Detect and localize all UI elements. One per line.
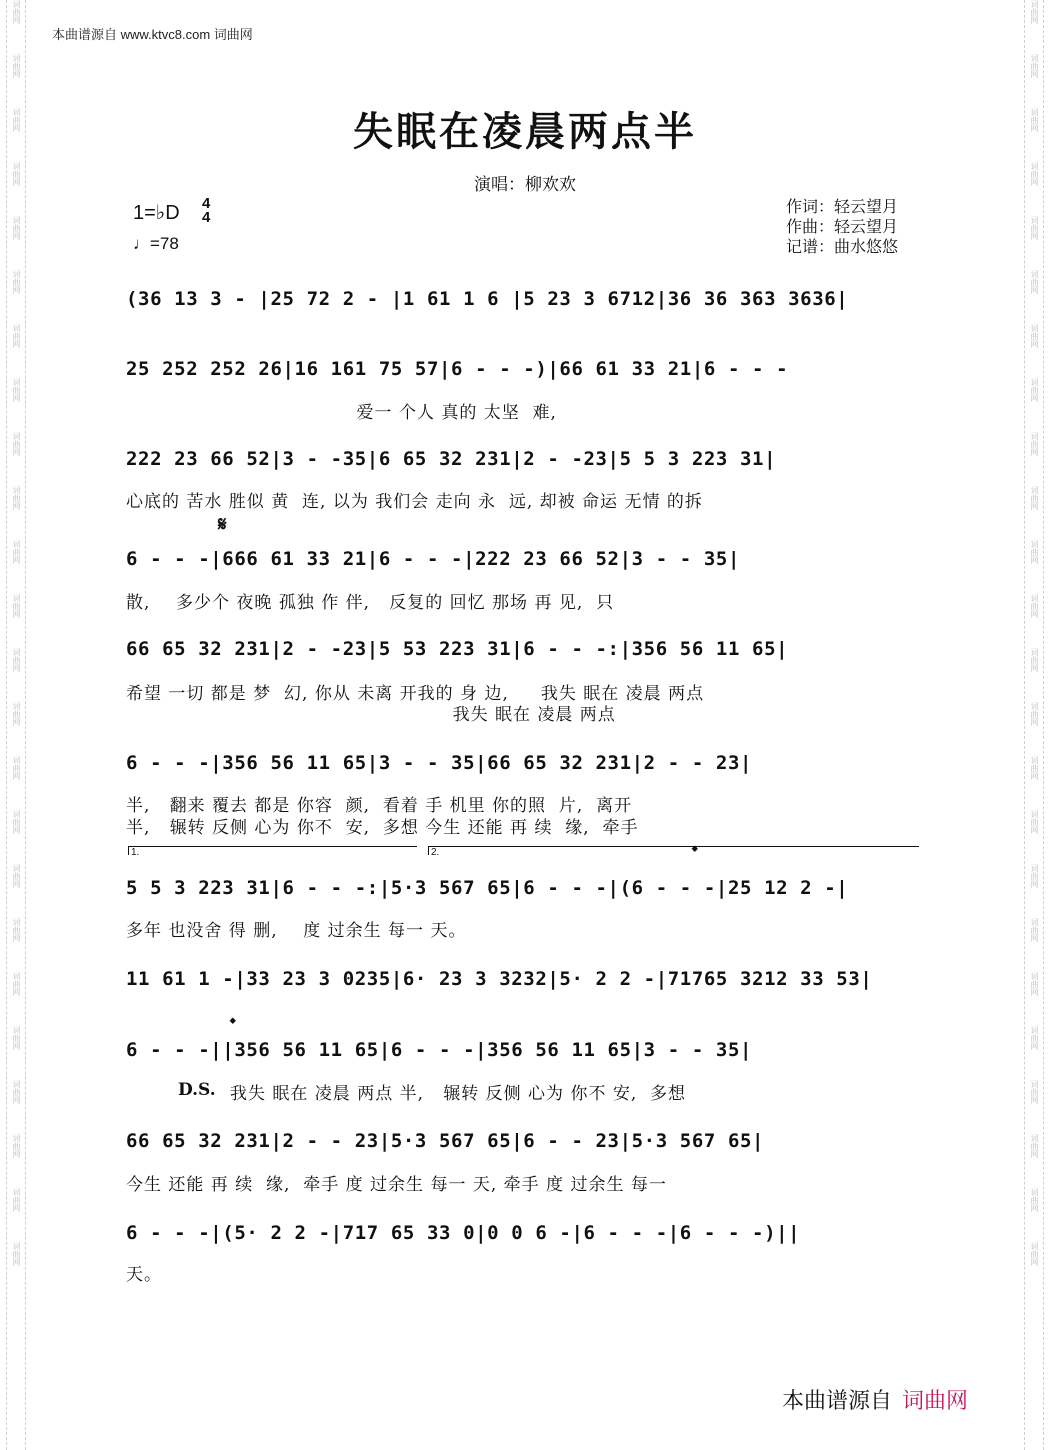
footer-credit <box>782 1384 968 1415</box>
watermark-text: 词曲网 <box>1030 702 1039 726</box>
watermark-text: 词曲网 <box>12 648 21 672</box>
footer-site-link[interactable]: 词曲网 <box>902 1388 969 1413</box>
watermark-text: 词曲网 <box>1030 0 1039 24</box>
watermark-text: 词曲网 <box>12 108 21 132</box>
watermark-text: 词曲网 <box>12 486 21 510</box>
watermark-text: 词曲网 <box>12 54 21 78</box>
volta-first-ending: 1. <box>128 846 417 855</box>
score-line-4: 6 - - -|666 61 33 21|6 - - -|222 23 66 52|3 - - 35| <box>126 548 740 570</box>
score-line-10: 66 65 32 231|2 - - 23|5·3 567 65|6 - - 23|5·3 567 65| <box>126 1130 765 1152</box>
singer-line: 演唱：柳欢欢 <box>474 175 576 195</box>
lyric-line-6b: 半, 辗转 反侧 心为 你不 安, 多想 今生 还能 再 续 缘, 牵手 <box>126 818 639 838</box>
lyric-line-2: 爱一 个人 真的 太坚 难, <box>126 403 557 423</box>
lyric-line-11: 天。 <box>126 1265 162 1285</box>
lyric-line-10: 今生 还能 再 续 缘, 牵手 度 过余生 每一 天, 牵手 度 过余生 每一 <box>126 1175 667 1195</box>
song-title: 失眠在凌晨两点半 <box>353 108 697 155</box>
score-line-3: 222 23 66 52|3 - -35|6 65 32 231|2 - -23|5 5 3 223 31| <box>126 448 777 470</box>
watermark-text: 词曲网 <box>1030 378 1039 402</box>
watermark-text: 词曲网 <box>12 1080 21 1104</box>
watermark-text: 词曲网 <box>12 1188 21 1212</box>
watermark-text: 词曲网 <box>1030 1080 1039 1104</box>
watermark-text: 词曲网 <box>12 0 21 24</box>
watermark-text: 词曲网 <box>12 1134 21 1158</box>
watermark-text: 词曲网 <box>1030 324 1039 348</box>
lyric-line-5b: 我失 眠在 凌晨 两点 <box>126 705 616 725</box>
watermark-text: 词曲网 <box>1030 432 1039 456</box>
watermark-text: 词曲网 <box>1030 1026 1039 1050</box>
watermark-text: 词曲网 <box>12 270 21 294</box>
watermark-text: 词曲网 <box>1030 810 1039 834</box>
watermark-text: 词曲网 <box>1030 540 1039 564</box>
watermark-text: 词曲网 <box>1030 972 1039 996</box>
right-watermark-strip <box>1024 0 1044 1450</box>
watermark-text: 词曲网 <box>12 1242 21 1266</box>
watermark-text: 词曲网 <box>1030 162 1039 186</box>
score-line-9: 6 - - -||356 56 11 65|6 - - -|356 56 11 65|3 - - 35| <box>126 1039 753 1061</box>
watermark-text: 词曲网 <box>12 378 21 402</box>
watermark-text: 词曲网 <box>12 216 21 240</box>
time-signature-bottom: 4 <box>202 209 211 226</box>
time-signature-top: 4 <box>202 195 211 212</box>
lyricist-credit: 作词：轻云望月 <box>786 197 899 216</box>
watermark-text: 词曲网 <box>12 540 21 564</box>
credits-block <box>786 197 898 257</box>
watermark-text: 词曲网 <box>12 324 21 348</box>
watermark-text: 词曲网 <box>12 432 21 456</box>
footer-source-label: 本曲谱源自 <box>782 1388 893 1413</box>
score-line-5: 66 65 32 231|2 - -23|5 53 223 31|6 - - -:|356 56 11 65| <box>126 638 789 660</box>
watermark-text: 词曲网 <box>1030 756 1039 780</box>
watermark-text: 词曲网 <box>12 810 21 834</box>
watermark-text: 词曲网 <box>1030 864 1039 888</box>
score-line-6: 6 - - -|356 56 11 65|3 - - 35|66 65 32 231|2 - - 23| <box>126 752 753 774</box>
watermark-text: 词曲网 <box>12 864 21 888</box>
watermark-text: 词曲网 <box>12 1026 21 1050</box>
coda-sign-top: 𝄌 <box>692 842 698 861</box>
score-line-8: 11 61 1 -|33 23 3 0235|6· 23 3 3232|5· 2 2 -|71765 3212 33 53| <box>126 968 873 990</box>
segno-sign: 𝄋 <box>218 512 227 536</box>
watermark-text: 词曲网 <box>1030 108 1039 132</box>
watermark-text: 词曲网 <box>12 594 21 618</box>
watermark-text: 词曲网 <box>12 702 21 726</box>
score-line-1: (36 13 3 - |25 72 2 - |1 61 1 6 |5 23 3 6712|36 36 363 3636| <box>126 288 849 310</box>
key-signature: 1=♭D <box>133 202 180 224</box>
time-signature <box>202 197 210 225</box>
watermark-text: 词曲网 <box>1030 1134 1039 1158</box>
watermark-text: 词曲网 <box>1030 486 1039 510</box>
watermark-text: 词曲网 <box>1030 918 1039 942</box>
lyric-line-5a: 希望 一切 都是 梦 幻, 你从 未离 开我的 身 边, 我失 眠在 凌晨 两点 <box>126 684 705 704</box>
volta-second-ending: 2. <box>428 846 919 855</box>
watermark-text: 词曲网 <box>12 972 21 996</box>
watermark-text: 词曲网 <box>12 162 21 186</box>
lyric-line-9: 我失 眠在 凌晨 两点 半, 辗转 反侧 心为 你不 安, 多想 <box>230 1084 687 1104</box>
watermark-text: 词曲网 <box>1030 648 1039 672</box>
coda-sign-bottom: 𝄌 <box>230 1014 236 1033</box>
watermark-text: 词曲网 <box>1030 1188 1039 1212</box>
watermark-text: 词曲网 <box>12 756 21 780</box>
watermark-text: 词曲网 <box>1030 1242 1039 1266</box>
watermark-text: 词曲网 <box>1030 54 1039 78</box>
score-line-11: 6 - - -|(5· 2 2 -|717 65 33 0|0 0 6 -|6 - - -|6 - - -)|| <box>126 1222 801 1244</box>
source-header: 本曲谱源自 www.ktvc8.com 词曲网 <box>52 27 253 42</box>
lyric-line-7: 多年 也没舍 得 删, 度 过余生 每一 天。 <box>126 921 467 941</box>
watermark-text: 词曲网 <box>12 918 21 942</box>
score-line-7: 5 5 3 223 31|6 - - -:|5·3 567 65|6 - - -|(6 - - -|25 12 2 -| <box>126 877 849 899</box>
score-line-2: 25 252 252 26|16 161 75 57|6 - - -)|66 61 33 21|6 - - - <box>126 358 789 380</box>
left-watermark-strip <box>6 0 26 1450</box>
watermark-text: 词曲网 <box>1030 594 1039 618</box>
lyric-line-4: 散, 多少个 夜晚 孤独 作 伴, 反复的 回忆 那场 再 见, 只 <box>126 593 615 613</box>
tempo-marking: ♩=78 <box>133 234 179 253</box>
transcriber-credit: 记谱：曲水悠悠 <box>786 237 899 256</box>
dal-segno-label: D.S. <box>178 1080 216 1100</box>
lyric-line-6a: 半, 翻来 覆去 都是 你容 颜, 看着 手 机里 你的照 片, 离开 <box>126 796 633 816</box>
watermark-text: 词曲网 <box>1030 216 1039 240</box>
watermark-text: 词曲网 <box>1030 270 1039 294</box>
composer-credit: 作曲：轻云望月 <box>786 217 899 236</box>
lyric-line-3: 心底的 苦水 胜似 黄 连, 以为 我们会 走向 永 远, 却被 命运 无情 的拆 <box>126 492 703 512</box>
